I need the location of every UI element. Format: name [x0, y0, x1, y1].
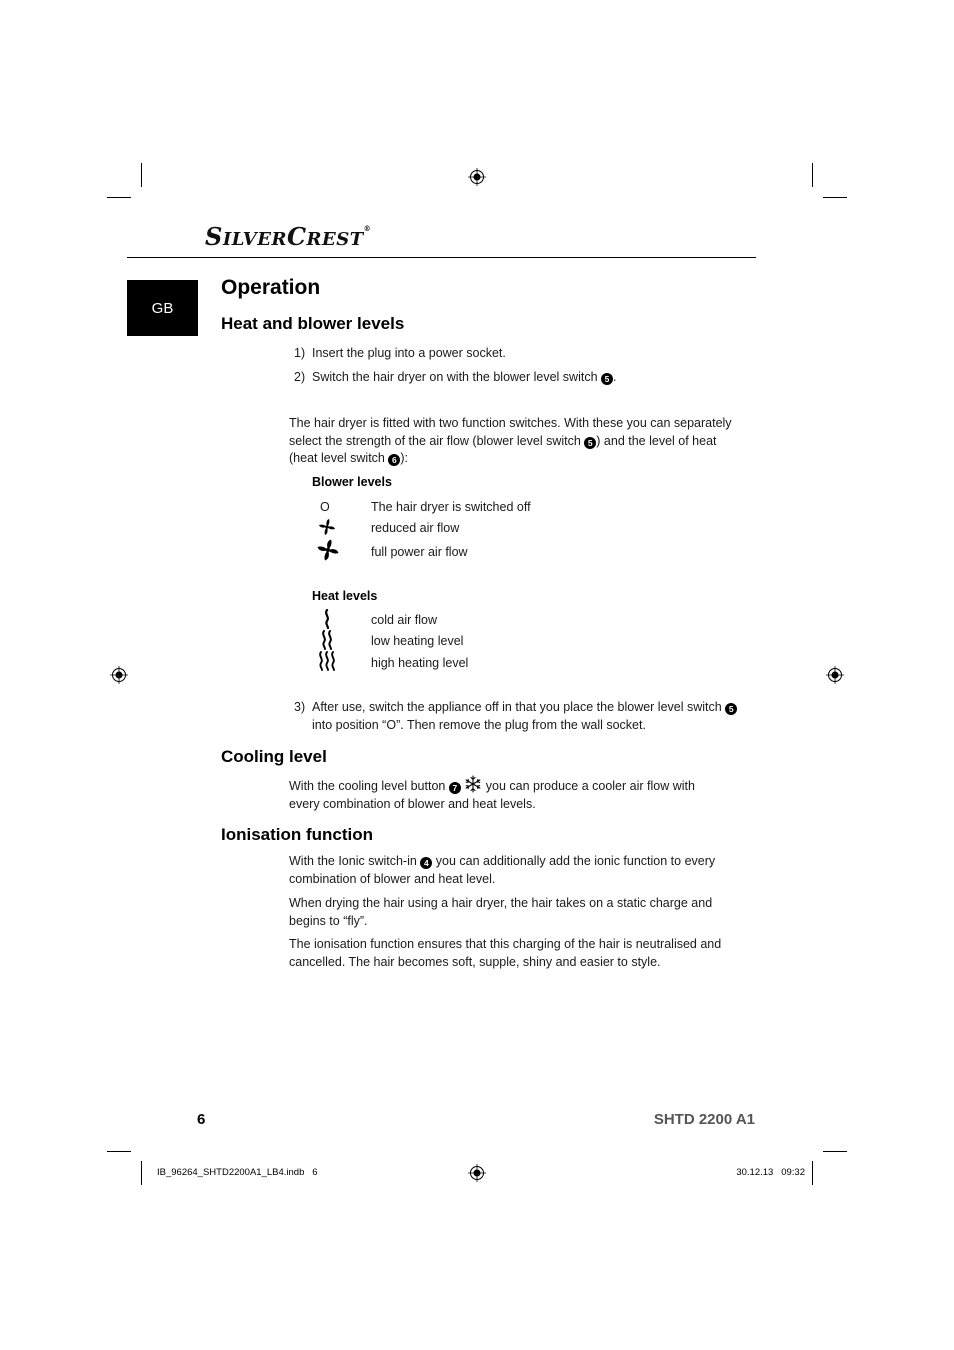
- reference-number: 5: [584, 437, 596, 449]
- brand-logo: SILVERCREST®: [205, 222, 372, 251]
- crop-mark: [141, 163, 142, 187]
- section-heading-cooling: Cooling level: [221, 747, 327, 766]
- step-text: Switch the hair dryer on with the blower level switch 5 .: [312, 370, 617, 384]
- print-slug-date: 30.12.13 09:32: [736, 1167, 805, 1178]
- heat-one-wave-icon: [318, 609, 338, 629]
- cooling-paragraph: With the cooling level button 7 you can produce a cooler air flow with every combination of blower and heat levels.: [289, 775, 695, 813]
- registration-mark-icon: [468, 168, 486, 186]
- step-text: After use, switch the appliance off in that you place the blower level switch 5 into position “O”. Then remove the plug from the wall socket.: [312, 699, 737, 734]
- fan-large-icon: [316, 538, 340, 562]
- heat-level-text: high heating level: [371, 656, 469, 670]
- page-number: 6: [197, 1111, 206, 1128]
- ionisation-paragraph: When drying the hair using a hair dryer, the hair takes on a static charge and begins to “fly”.: [289, 896, 713, 928]
- heat-two-waves-icon: [318, 630, 338, 650]
- registration-mark-icon: [110, 666, 128, 684]
- snowflake-icon: [464, 775, 482, 793]
- reference-number: 5: [601, 373, 613, 385]
- crop-mark: [141, 1161, 142, 1185]
- registration-mark-icon: [826, 666, 844, 684]
- reference-number: 5: [725, 703, 737, 715]
- intro-paragraph: The hair dryer is fitted with two function switches. With these you can separately select the strength of the air flow (blower level switch 5 ) and the level of heat (heat level switch 6 ):: [289, 416, 732, 465]
- blower-level-text: full power air flow: [371, 545, 468, 559]
- blower-level-text: reduced air flow: [371, 521, 460, 535]
- print-slug-file: IB_96264_SHTD2200A1_LB4.indb 6: [157, 1167, 318, 1178]
- step-number: 2): [294, 370, 306, 384]
- section-heading-heat-blower: Heat and blower levels: [221, 314, 405, 333]
- model-number: SHTD 2200 A1: [653, 1111, 755, 1128]
- heat-three-waves-icon: [317, 651, 339, 671]
- crop-mark: [823, 197, 847, 198]
- reference-number: 4: [420, 857, 432, 869]
- crop-mark: [823, 1151, 847, 1152]
- step-number: 3): [294, 700, 306, 714]
- registration-mark-icon: [468, 1164, 486, 1182]
- heat-level-text: cold air flow: [371, 613, 437, 627]
- step-text: Insert the plug into a power socket.: [312, 346, 506, 360]
- crop-mark: [107, 197, 131, 198]
- ionisation-paragraph: With the Ionic switch-in 4 you can additionally add the ionic function to every combination of blower and heat level.: [289, 854, 716, 886]
- off-symbol: O: [320, 500, 330, 514]
- crop-mark: [107, 1151, 131, 1152]
- fan-small-icon: [317, 517, 337, 537]
- heat-levels-title: Heat levels: [312, 589, 378, 603]
- reference-number: 7: [449, 782, 461, 794]
- language-tab: GB: [127, 280, 198, 336]
- blower-level-text: The hair dryer is switched off: [371, 500, 531, 514]
- blower-levels-title: Blower levels: [312, 475, 392, 489]
- ionisation-paragraph: The ionisation function ensures that this charging of the hair is neutralised and cancelled. The hair becomes soft, supple, shiny and easier to style.: [289, 937, 722, 969]
- header-rule: [127, 257, 756, 258]
- page-title: Operation: [221, 276, 321, 299]
- step-number: 1): [294, 346, 306, 360]
- heat-level-text: low heating level: [371, 634, 464, 648]
- section-heading-ionisation: Ionisation function: [221, 825, 374, 844]
- crop-mark: [812, 163, 813, 187]
- reference-number: 6: [388, 454, 400, 466]
- crop-mark: [812, 1161, 813, 1185]
